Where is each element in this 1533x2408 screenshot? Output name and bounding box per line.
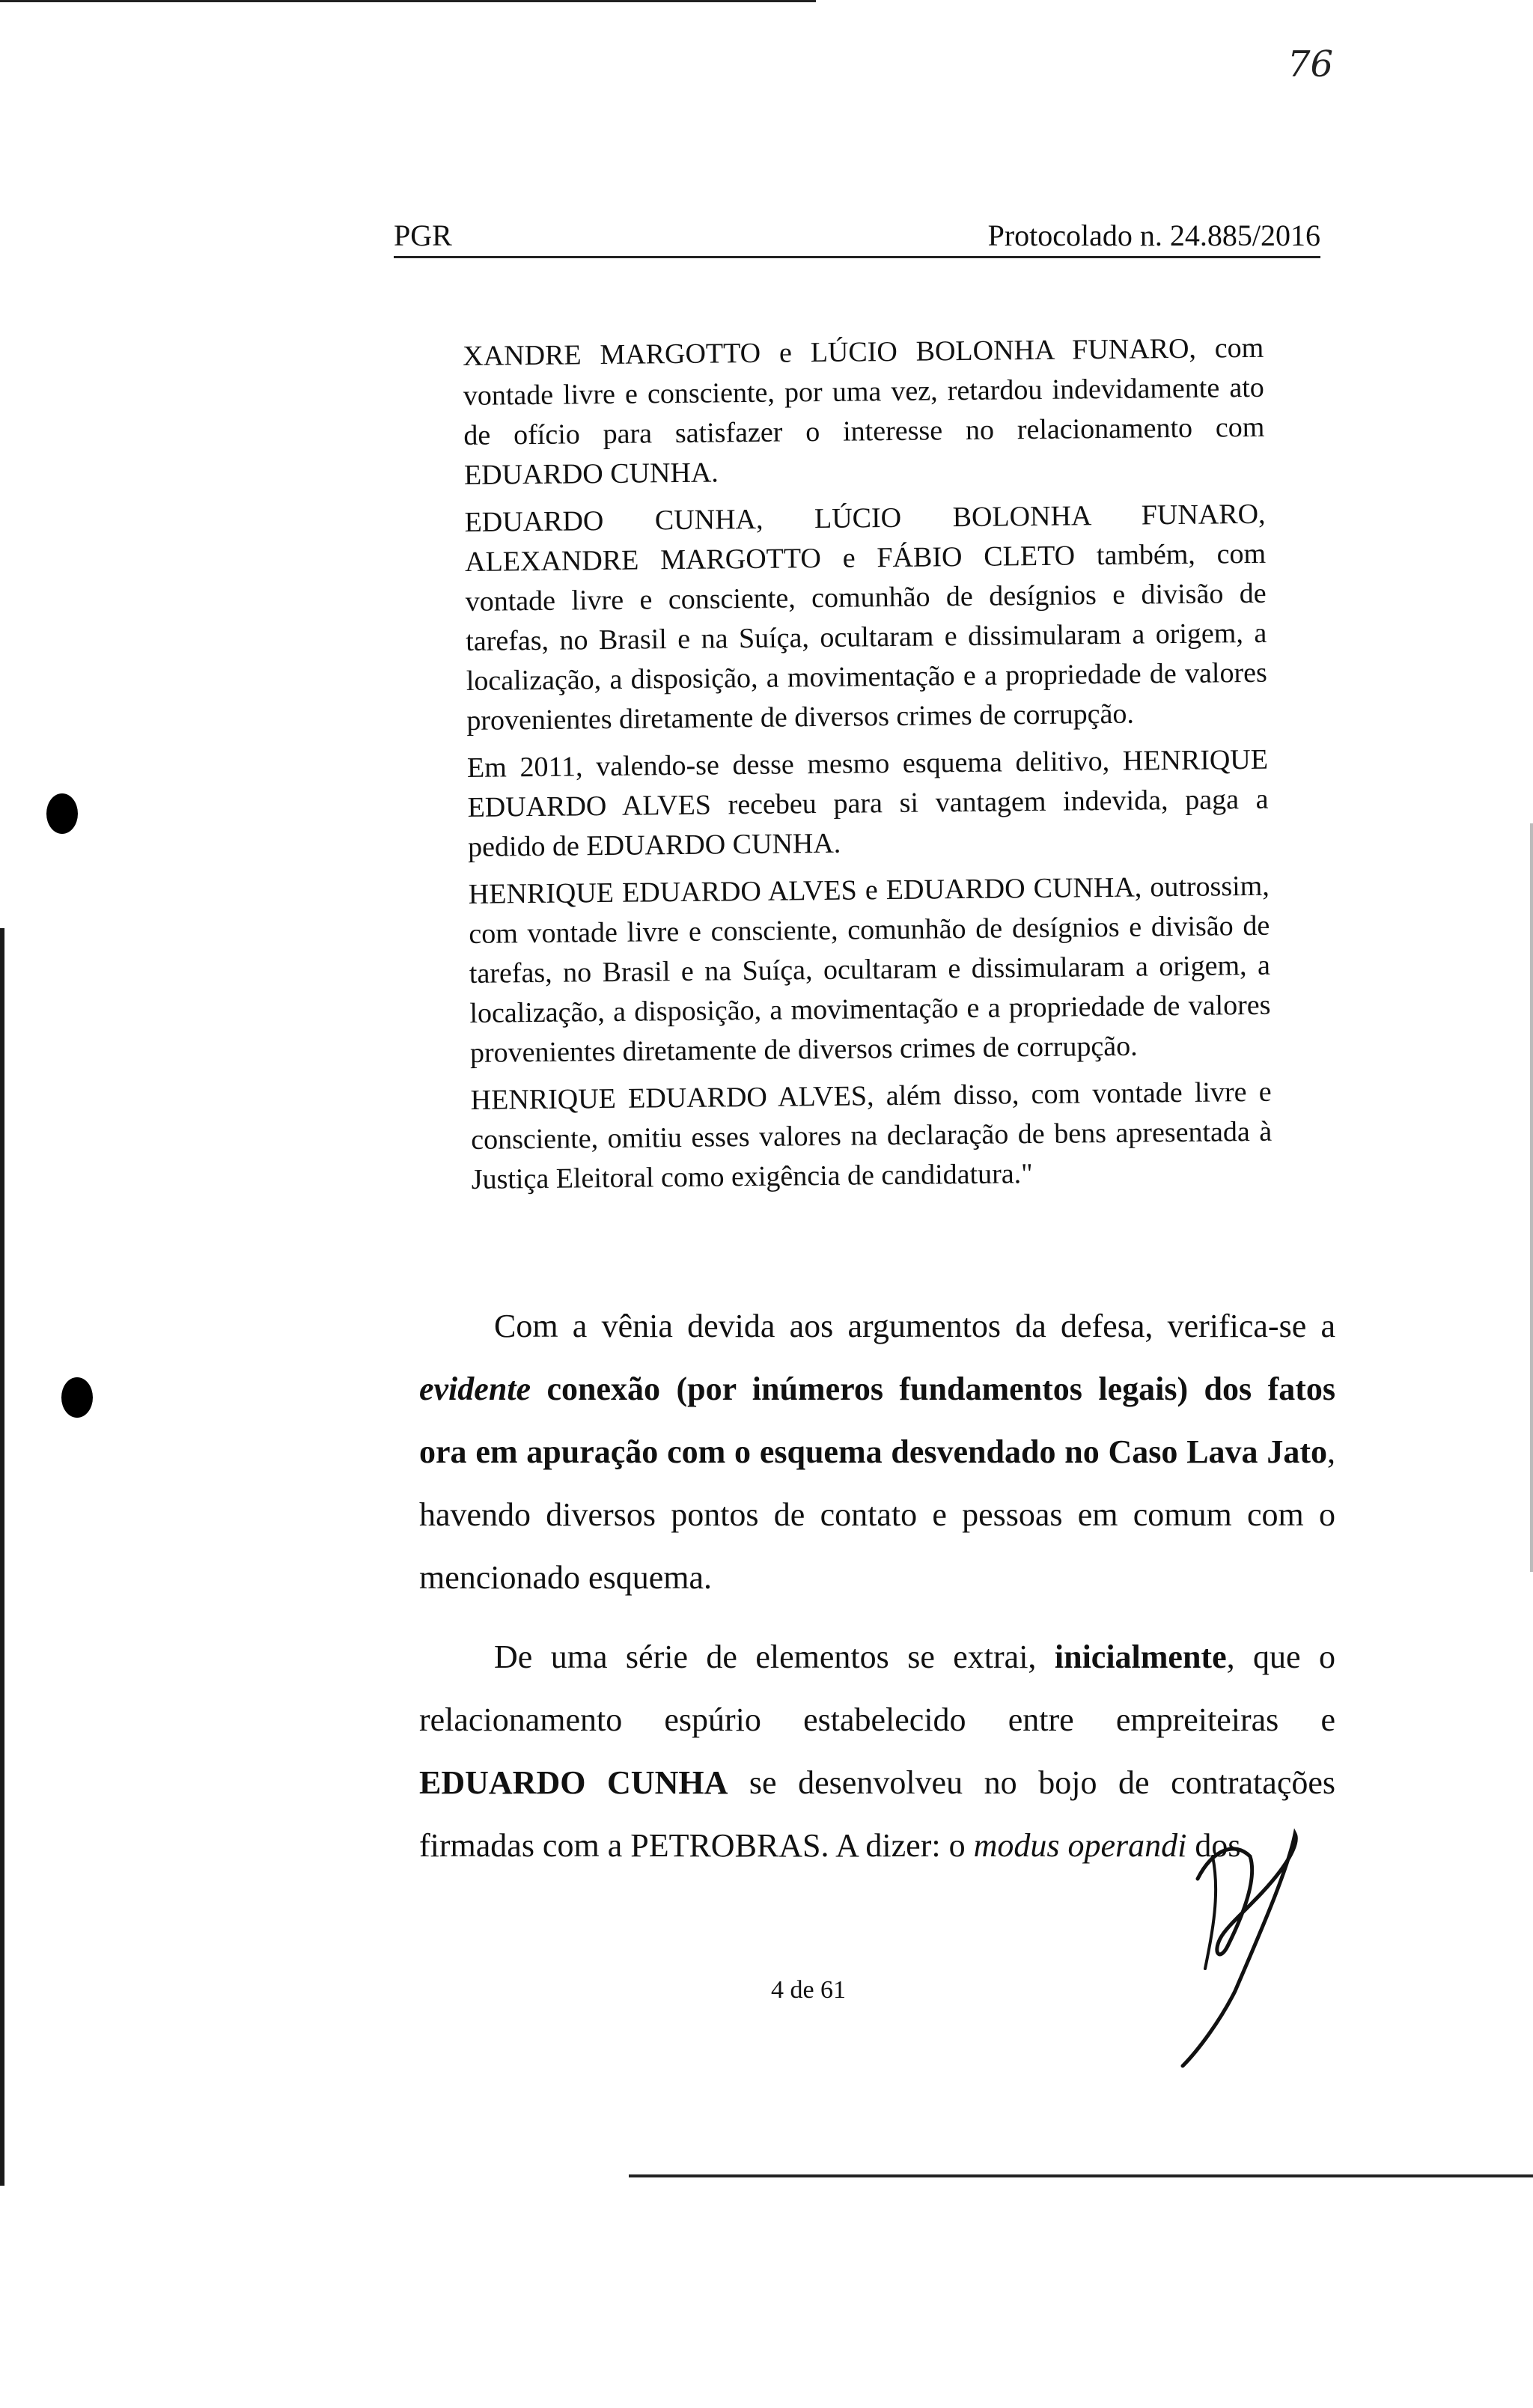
italic-text: modus operandi xyxy=(973,1827,1187,1864)
bold-text: conexão (por inúmeros fundamentos legais) dos fatos ora em apuração com o esquema desvendado no Caso Lava Jato xyxy=(419,1371,1335,1470)
header-protocol-number: Protocolado n. 24.885/2016 xyxy=(987,219,1320,252)
quote-paragraph: XANDRE MARGOTTO e LÚCIO BOLONHA FUNARO, com vontade livre e consciente, por uma vez, retardou indevidamente ato de ofício para satisfazer o interesse no relacionamento com EDUARDO CUNHA. xyxy=(463,332,1265,491)
page-header xyxy=(394,208,1320,258)
text-run: se desenvolveu no bojo de contratações firmadas com a PETROBRAS. A dizer: o xyxy=(419,1764,1336,1864)
quote-paragraph: HENRIQUE EDUARDO ALVES, além disso, com vontade livre e consciente, omitiu esses valores na declaração de bens apresentada à Justiça Eleitoral como exigência de candidatura." xyxy=(470,1076,1273,1195)
text-run: De uma série de elementos se extrai, xyxy=(494,1639,1055,1675)
page-edge-left xyxy=(0,928,4,2186)
emphasis-text: evidente xyxy=(419,1371,531,1407)
quote-paragraph: Em 2011, valendo-se desse mesmo esquema delitivo, HENRIQUE EDUARDO ALVES recebeu para si vantagem indevida, paga a pedido de EDUARDO CUNHA. xyxy=(466,743,1269,863)
quote-paragraph: HENRIQUE EDUARDO ALVES e EDUARDO CUNHA, outrossim, com vontade livre e consciente, comunhão de desígnios e divisão de tarefas, no Brasil e na Suíça, ocultaram e dissimularam a origem, a localização, a disposição, a movimentação e a propriedade de valores provenientes diretamente de diversos crimes de corrupção. xyxy=(468,870,1271,1069)
text-run: , havendo diversos pontos de contato e pessoas em comum com o mencionado esquema. xyxy=(419,1433,1335,1596)
punch-hole xyxy=(46,793,78,834)
page-edge-right xyxy=(1530,823,1533,1572)
page-edge-bottom xyxy=(629,2174,1533,2177)
punch-hole xyxy=(61,1377,93,1418)
text-run: , que o relacionamento espúrio estabelecido entre empreiteiras e xyxy=(419,1639,1336,1738)
page-number: 4 de 61 xyxy=(770,1976,847,2004)
quote-paragraph: EDUARDO CUNHA, LÚCIO BOLONHA FUNARO, ALEXANDRE MARGOTTO e FÁBIO CLETO também, com vontade livre e consciente, comunhão de desígnios e divisão de tarefas, no Brasil e na Suíça, ocultaram e dissimularam a origem, a localização, a disposição, a movimentação e a propriedade de valores provenientes diretamente de diversos crimes de corrupção. xyxy=(464,498,1267,737)
body-paragraph xyxy=(419,1295,1335,1609)
page-edge-top xyxy=(0,0,816,2)
signature-mark xyxy=(1168,1826,1317,2073)
body-text xyxy=(419,1295,1335,1894)
bold-text: EDUARDO CUNHA xyxy=(419,1764,728,1801)
text-run: dos xyxy=(1186,1827,1241,1864)
header-institution: PGR xyxy=(394,219,452,252)
text-run: Com a vênia devida aos argumentos da defesa, verifica-se a xyxy=(494,1308,1335,1344)
handwritten-page-mark: 76 xyxy=(1287,43,1334,85)
block-quote xyxy=(463,329,1273,1207)
bold-text: inicialmente xyxy=(1054,1639,1227,1675)
